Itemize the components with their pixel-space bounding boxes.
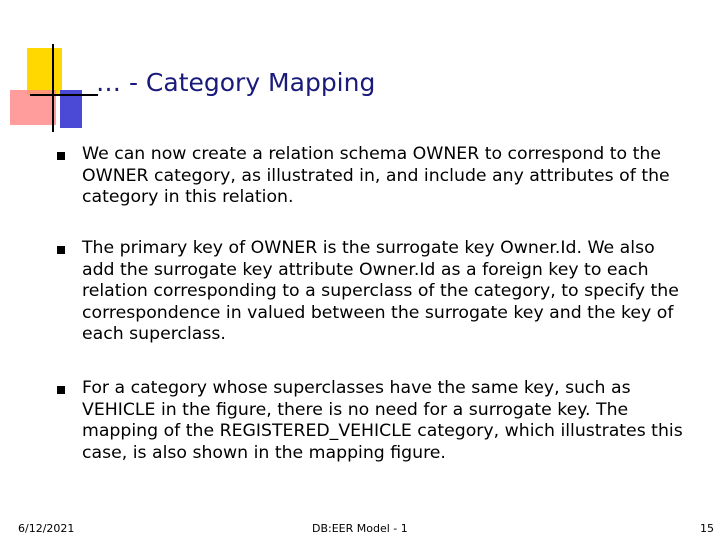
bullet-text: The primary key of OWNER is the surrogate key Owner.Id. We also add the surrogate key attribute Owner.Id as a foreign key to each relation corresponding to a superclass of the category, to specify the correspondence in valued between the surrogate key and the key of each superclass. <box>82 238 679 344</box>
bullet-text: We can now create a relation schema OWNER to correspond to the OWNER category, as illustrated in, and include any attributes of the category in this relation. <box>82 144 670 207</box>
logo-vertical-line <box>52 44 54 132</box>
bullet-text: For a category whose superclasses have the same key, such as VEHICLE in the figure, there is no need for a surrogate key. The mapping of the REGISTERED_VEHICLE category, which illustrates this case, is also shown in the mapping figure. <box>82 378 683 463</box>
logo-yellow-square <box>27 48 62 95</box>
page-number: 15 <box>700 522 714 535</box>
slide-title: … - Category Mapping <box>96 68 376 97</box>
square-bullet-icon <box>57 152 65 160</box>
logo-horizontal-line <box>30 94 98 96</box>
square-bullet-icon <box>57 386 65 394</box>
square-bullet-icon <box>57 246 65 254</box>
footer-title: DB:EER Model - 1 <box>312 522 408 535</box>
footer-date: 6/12/2021 <box>18 522 75 535</box>
